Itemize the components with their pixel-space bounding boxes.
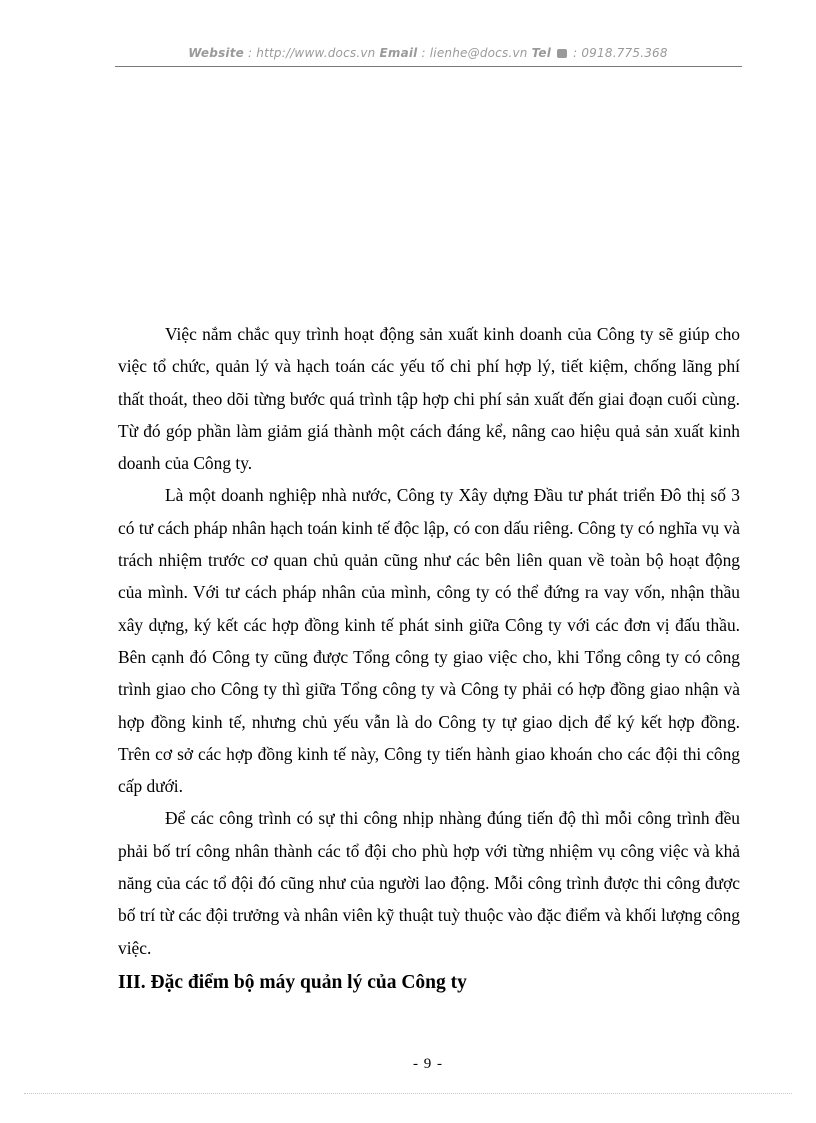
page-number: - 9 - <box>413 1056 443 1072</box>
page-header <box>115 46 741 60</box>
email-label: Email <box>379 46 418 60</box>
paragraph-work-teams: Để các công trình có sự thi công nhịp nhàng đúng tiến độ thì mỗi công trình đều phải bố trí công nhân thành các tổ đội cho phù hợp với từng nhiệm vụ công việc và khả năng của các tổ đội đó cũng như của người lao động. Mỗi công trình được thi công được bố trí từ các đội trưởng và nhân viên kỹ thuật tuỳ thuộc vào đặc điểm và khối lượng công việc. <box>118 808 740 958</box>
section-heading: III. Đặc điểm bộ máy quản lý của Công ty <box>118 971 467 993</box>
header-divider <box>115 66 742 67</box>
tel-label: Tel <box>531 46 552 60</box>
tel-number: : 0918.775.368 <box>569 46 668 60</box>
document-body <box>118 318 740 999</box>
email-address: : lienhe@docs.vn <box>417 46 532 60</box>
website-label: Website <box>188 46 244 60</box>
footer-divider <box>24 1093 792 1094</box>
website-url: : http://www.docs.vn <box>244 46 380 60</box>
paragraph-production-process: Việc nắm chắc quy trình hoạt động sản xuất kinh doanh của Công ty sẽ giúp cho việc tổ chức, quản lý và hạch toán các yếu tố chi phí hợp lý, tiết kiệm, chống lãng phí thất thoát, theo dõi từng bước quá trình tập hợp chi phí sản xuất đến giai đoạn cuối cùng. Từ đó góp phần làm giảm giá thành một cách đáng kể, nâng cao hiệu quả sản xuất kinh doanh của Công ty. <box>118 324 740 474</box>
telephone-icon <box>557 49 567 58</box>
paragraph-company-status: Là một doanh nghiệp nhà nước, Công ty Xây dựng Đầu tư phát triển Đô thị số 3 có tư cách pháp nhân hạch toán kinh tế độc lập, có con dấu riêng. Công ty có nghĩa vụ và trách nhiệm trước cơ quan chủ quản cũng như các bên liên quan về toàn bộ hoạt động của mình. Với tư cách pháp nhân của mình, công ty có thể đứng ra vay vốn, nhận thầu xây dựng, ký kết các hợp đồng kinh tế phát sinh giữa Công ty với các đơn vị đấu thầu. Bên cạnh đó Công ty cũng được Tổng công ty giao việc cho, khi Tổng công ty có công trình giao cho Công ty thì giữa Tổng công ty và Công ty phải có hợp đồng giao nhận và hợp đồng kinh tế, nhưng chủ yếu vẫn là do Công ty tự giao dịch để ký kết hợp đồng. Trên cơ sở các hợp đồng kinh tế này, Công ty tiến hành giao khoán cho các đội thi công cấp dưới. <box>118 485 740 797</box>
